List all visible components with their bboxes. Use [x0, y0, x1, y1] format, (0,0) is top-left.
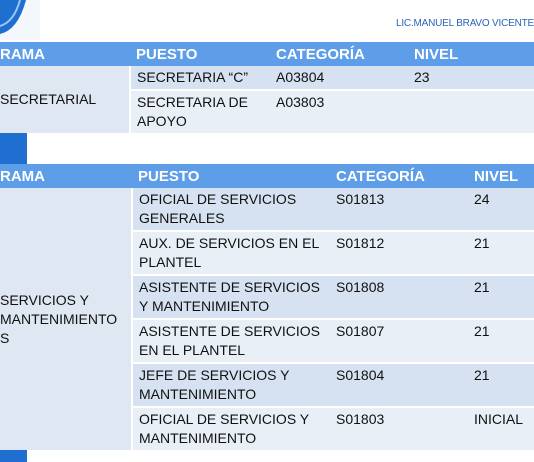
- nivel-cell: 24: [468, 188, 534, 231]
- rama-cell: SERVICIOS Y MANTENIMIENTO S: [0, 188, 132, 450]
- nivel-cell: 21: [468, 319, 534, 363]
- puesto-cell: JEFE DE SERVICIOS Y MANTENIMIENTO: [132, 363, 330, 407]
- corner-decoration: [0, 0, 40, 40]
- categoria-cell: S01808: [330, 275, 468, 319]
- categoria-cell: S01803: [330, 407, 468, 450]
- nivel-cell: 21: [468, 231, 534, 275]
- categoria-cell: S01813: [330, 188, 468, 231]
- author-label: LIC.MANUEL BRAVO VICENTE: [395, 18, 534, 29]
- header-nivel: NIVEL: [468, 164, 534, 188]
- nivel-cell: 21: [468, 363, 534, 407]
- header-puesto: PUESTO: [130, 42, 270, 66]
- table-header-row: [0, 164, 534, 188]
- nivel-cell: INICIAL: [468, 407, 534, 450]
- categoria-cell: S01807: [330, 319, 468, 363]
- header-categoria: CATEGORÍA: [330, 164, 468, 188]
- categoria-cell: S01804: [330, 363, 468, 407]
- puesto-cell: AUX. DE SERVICIOS EN EL PLANTEL: [132, 231, 330, 275]
- nivel-cell: [408, 90, 534, 133]
- rama-cell: SECRETARIAL: [0, 66, 130, 133]
- header-categoria: CATEGORÍA: [270, 42, 408, 66]
- nivel-cell: 23: [408, 66, 534, 90]
- categoria-cell: A03803: [270, 90, 408, 133]
- servicios-table: [0, 164, 534, 450]
- table-header-row: [0, 42, 534, 66]
- table-row: [0, 188, 534, 231]
- puesto-cell: ASISTENTE DE SERVICIOS Y MANTENIMIENTO: [132, 275, 330, 319]
- puesto-cell: ASISTENTE DE SERVICIOS EN EL PLANTEL: [132, 319, 330, 363]
- nivel-cell: 21: [468, 275, 534, 319]
- secretarial-table: [0, 42, 534, 133]
- header-puesto: PUESTO: [132, 164, 330, 188]
- table-row: [0, 66, 534, 90]
- categoria-cell: S01812: [330, 231, 468, 275]
- categoria-cell: A03804: [270, 66, 408, 90]
- puesto-cell: SECRETARIA “C”: [130, 66, 270, 90]
- header-nivel: NIVEL: [408, 42, 534, 66]
- header-rama: RAMA: [0, 164, 132, 188]
- header-rama: RAMA: [0, 42, 130, 66]
- puesto-cell: SECRETARIA DE APOYO: [130, 90, 270, 133]
- puesto-cell: OFICIAL DE SERVICIOS GENERALES: [132, 188, 330, 231]
- puesto-cell: OFICIAL DE SERVICIOS Y MANTENIMIENTO: [132, 407, 330, 450]
